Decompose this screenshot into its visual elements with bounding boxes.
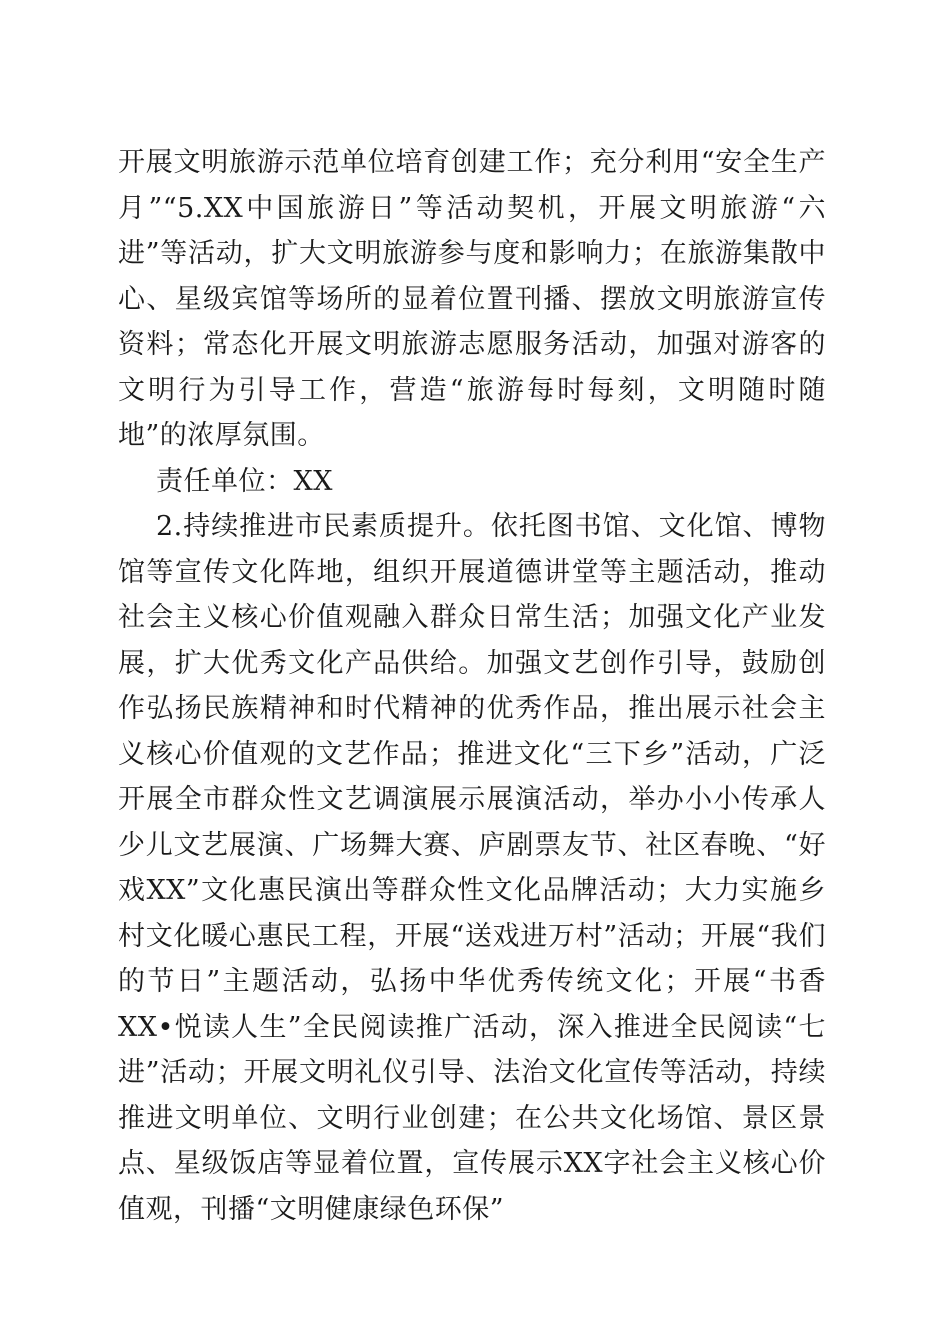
- paragraph-citizen-quality: 2.持续推进市民素质提升。依托图书馆、文化馆、博物馆等宣传文化阵地，组织开展道德讲堂等主题活动，推动社会主义核心价值观融入群众日常生活；加强文化产业发展，扩大优秀文化产品供给。加强文艺创作引导，鼓励创作弘扬民族精神和时代精神的优秀作品，推出展示社会主义核心价值观的文艺作品；推进文化“三下乡”活动，广泛开展全市群众性文艺调演展示展演活动，举办小小传承人少儿文艺展演、广场舞大赛、庐剧票友节、社区春晚、“好戏XX”文化惠民演出等群众性文化品牌活动；大力实施乡村文化暖心惠民工程，开展“送戏进万村”活动；开展“我们的节日”主题活动，弘扬中华优秀传统文化；开展“书香XX•悦读人生”全民阅读推广活动，深入推进全民阅读“七进”活动；开展文明礼仪引导、法治文化宣传等活动，持续推进文明单位、文明行业创建；在公共文化场馆、景区景点、星级饭店等显着位置，宣传展示XX字社会主义核心价值观，刊播“文明健康绿色环保”: [118, 511, 826, 1225]
- document-body: [118, 140, 826, 1232]
- paragraph-civilized-tourism: 开展文明旅游示范单位培育创建工作；充分利用“安全生产月”“5.XX中国旅游日”等活动契机，开展文明旅游“六进”等活动，扩大文明旅游参与度和影响力；在旅游集散中心、星级宾馆等场所的显着位置刊播、摆放文明旅游宣传资料；常态化开展文明旅游志愿服务活动，加强对游客的文明行为引导工作，营造“旅游每时每刻，文明随时随地”的浓厚氛围。: [118, 147, 826, 451]
- responsible-unit-line: 责任单位：XX: [156, 465, 333, 497]
